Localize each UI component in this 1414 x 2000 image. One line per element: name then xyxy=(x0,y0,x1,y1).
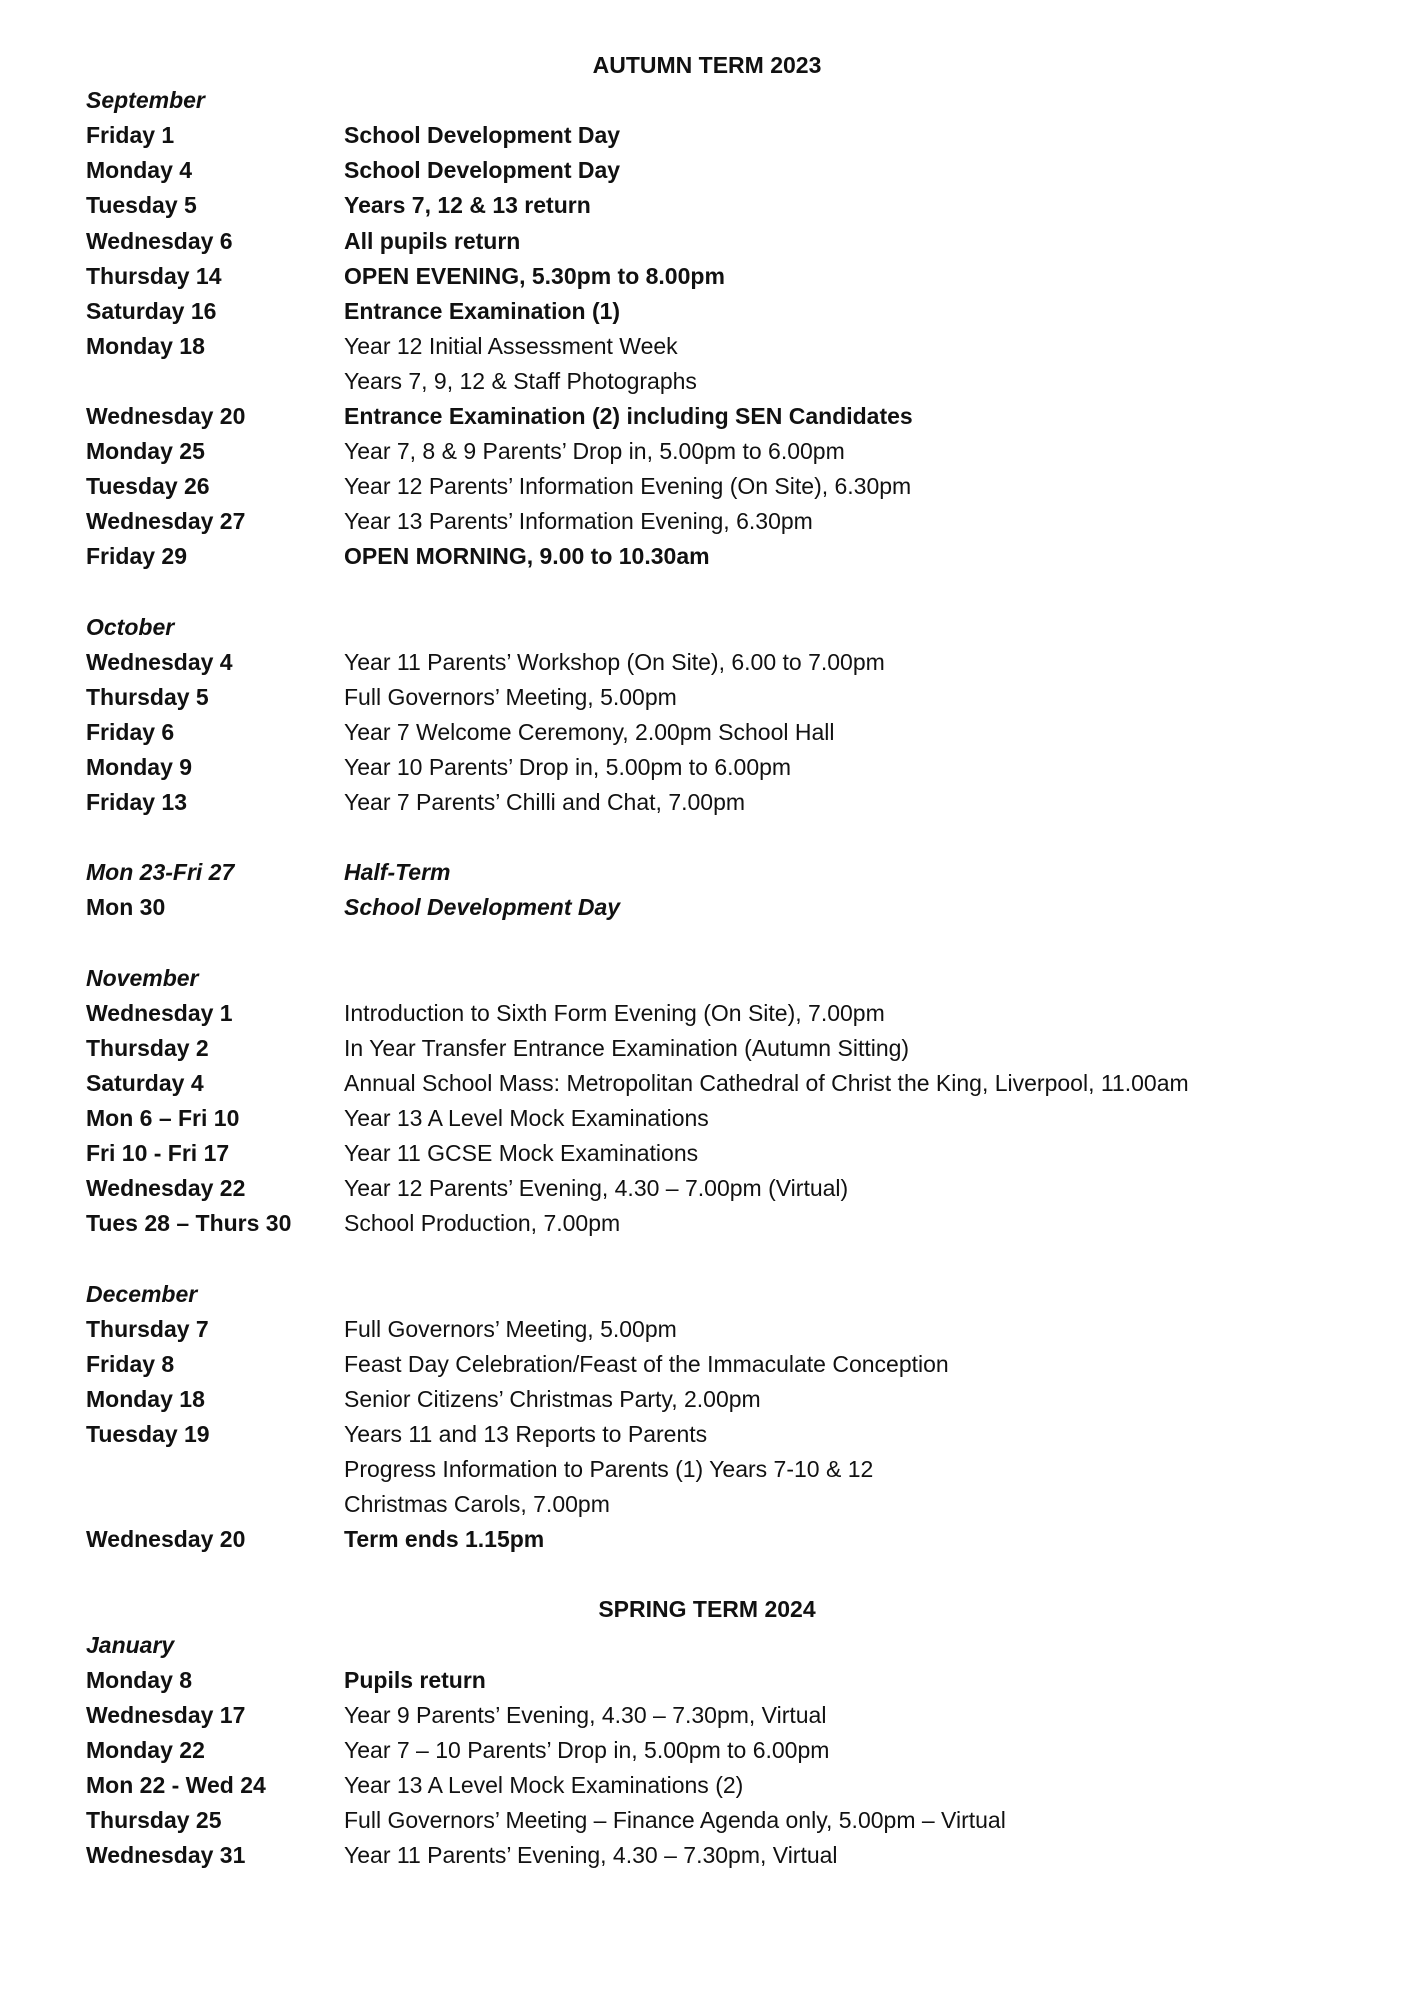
event-date: Thursday 2 xyxy=(86,1035,209,1061)
event-date: Mon 22 - Wed 24 xyxy=(86,1772,266,1798)
event-description: School Development Day xyxy=(344,157,621,183)
calendar-row xyxy=(0,645,1414,680)
month-heading: December xyxy=(86,1281,198,1307)
event-description: Christmas Carols, 7.00pm xyxy=(344,1491,610,1517)
event-date: Monday 22 xyxy=(86,1737,205,1763)
event-date: Thursday 5 xyxy=(86,684,209,710)
event-description: Year 9 Parents’ Evening, 4.30 – 7.30pm, Virtual xyxy=(344,1702,827,1728)
calendar-row xyxy=(0,1382,1414,1417)
event-description: Annual School Mass: Metropolitan Cathedral of Christ the King, Liverpool, 11.00am xyxy=(344,1070,1189,1096)
event-date: Monday 18 xyxy=(86,1386,205,1412)
event-description: Entrance Examination (2) including SEN Candidates xyxy=(344,403,913,429)
event-description: Introduction to Sixth Form Evening (On Site), 7.00pm xyxy=(344,1000,885,1026)
calendar-row xyxy=(0,1206,1414,1241)
calendar-row xyxy=(0,294,1414,329)
calendar-row xyxy=(0,855,1414,890)
calendar-row xyxy=(0,153,1414,188)
calendar-row xyxy=(0,785,1414,820)
calendar-row xyxy=(0,469,1414,504)
calendar-row xyxy=(0,539,1414,574)
calendar-row xyxy=(0,1663,1414,1698)
event-date: Wednesday 17 xyxy=(86,1702,246,1728)
event-date: Saturday 4 xyxy=(86,1070,204,1096)
event-date: Friday 29 xyxy=(86,543,187,569)
event-description: Year 7 – 10 Parents’ Drop in, 5.00pm to 6.00pm xyxy=(344,1737,830,1763)
calendar-row xyxy=(0,434,1414,469)
event-date: Mon 23-Fri 27 xyxy=(86,859,235,885)
event-description: Years 11 and 13 Reports to Parents xyxy=(344,1421,708,1447)
calendar-row xyxy=(0,329,1414,364)
calendar-row xyxy=(0,1101,1414,1136)
term-heading: AUTUMN TERM 2023 xyxy=(592,52,822,78)
calendar-row xyxy=(0,259,1414,294)
event-description: OPEN EVENING, 5.30pm to 8.00pm xyxy=(344,263,725,289)
event-date: Thursday 14 xyxy=(86,263,222,289)
calendar-row xyxy=(0,1733,1414,1768)
term-heading: SPRING TERM 2024 xyxy=(598,1596,816,1622)
calendar-row xyxy=(0,1136,1414,1171)
event-date: Wednesday 20 xyxy=(86,403,246,429)
event-date: Tuesday 26 xyxy=(86,473,210,499)
event-date: Wednesday 4 xyxy=(86,649,233,675)
calendar-row xyxy=(0,680,1414,715)
event-description: Year 7 Parents’ Chilli and Chat, 7.00pm xyxy=(344,789,746,815)
calendar-row xyxy=(0,715,1414,750)
event-description: Year 11 Parents’ Workshop (On Site), 6.00 to 7.00pm xyxy=(344,649,885,675)
calendar-row xyxy=(0,504,1414,539)
calendar-row xyxy=(0,1698,1414,1733)
event-description: Year 10 Parents’ Drop in, 5.00pm to 6.00pm xyxy=(344,754,792,780)
calendar-row xyxy=(0,1066,1414,1101)
calendar-row xyxy=(0,890,1414,925)
event-description: Entrance Examination (1) xyxy=(344,298,621,324)
calendar-row xyxy=(0,996,1414,1031)
event-description: Year 11 GCSE Mock Examinations xyxy=(344,1140,699,1166)
calendar-row xyxy=(0,1312,1414,1347)
event-date: Friday 6 xyxy=(86,719,175,745)
event-date: Friday 8 xyxy=(86,1351,175,1377)
calendar-row xyxy=(0,1768,1414,1803)
event-description: Year 12 Parents’ Evening, 4.30 – 7.00pm (Virtual) xyxy=(344,1175,849,1201)
event-description: Term ends 1.15pm xyxy=(344,1526,545,1552)
event-description: School Development Day xyxy=(344,894,621,920)
month-heading: September xyxy=(86,87,205,113)
event-description: OPEN MORNING, 9.00 to 10.30am xyxy=(344,543,710,569)
event-description: Senior Citizens’ Christmas Party, 2.00pm xyxy=(344,1386,761,1412)
event-date: Monday 4 xyxy=(86,157,193,183)
calendar-row xyxy=(0,1803,1414,1838)
calendar-row xyxy=(0,1487,1414,1522)
event-description: Year 13 A Level Mock Examinations (2) xyxy=(344,1772,744,1798)
event-date: Mon 6 – Fri 10 xyxy=(86,1105,240,1131)
event-date: Saturday 16 xyxy=(86,298,217,324)
event-description: Year 7, 8 & 9 Parents’ Drop in, 5.00pm to 6.00pm xyxy=(344,438,845,464)
event-description: Year 13 Parents’ Information Evening, 6.30pm xyxy=(344,508,813,534)
event-date: Friday 13 xyxy=(86,789,187,815)
event-date: Wednesday 6 xyxy=(86,228,233,254)
calendar-row xyxy=(0,188,1414,223)
event-date: Wednesday 1 xyxy=(86,1000,233,1026)
event-description: Pupils return xyxy=(344,1667,486,1693)
calendar-row xyxy=(0,224,1414,259)
month-heading: October xyxy=(86,614,175,640)
calendar-row xyxy=(0,1838,1414,1873)
event-description: Years 7, 12 & 13 return xyxy=(344,192,591,218)
event-date: Thursday 25 xyxy=(86,1807,222,1833)
event-description: In Year Transfer Entrance Examination (Autumn Sitting) xyxy=(344,1035,910,1061)
event-date: Wednesday 31 xyxy=(86,1842,246,1868)
event-description: Years 7, 9, 12 & Staff Photographs xyxy=(344,368,697,394)
event-description: Full Governors’ Meeting, 5.00pm xyxy=(344,684,677,710)
event-date: Monday 8 xyxy=(86,1667,193,1693)
calendar-row xyxy=(0,1417,1414,1452)
calendar-row xyxy=(0,1522,1414,1557)
event-date: Wednesday 22 xyxy=(86,1175,246,1201)
event-date: Monday 25 xyxy=(86,438,205,464)
calendar-row xyxy=(0,1452,1414,1487)
event-description: Year 13 A Level Mock Examinations xyxy=(344,1105,709,1131)
event-date: Tuesday 19 xyxy=(86,1421,210,1447)
event-date: Thursday 7 xyxy=(86,1316,209,1342)
event-description: Feast Day Celebration/Feast of the Immaculate Conception xyxy=(344,1351,949,1377)
event-date: Tues 28 – Thurs 30 xyxy=(86,1210,292,1236)
event-description: Full Governors’ Meeting, 5.00pm xyxy=(344,1316,677,1342)
calendar-row xyxy=(0,364,1414,399)
event-date: Tuesday 5 xyxy=(86,192,197,218)
event-description: Year 12 Initial Assessment Week xyxy=(344,333,678,359)
calendar-row xyxy=(0,118,1414,153)
event-date: Wednesday 27 xyxy=(86,508,246,534)
calendar-row xyxy=(0,399,1414,434)
calendar-row xyxy=(0,750,1414,785)
event-date: Wednesday 20 xyxy=(86,1526,246,1552)
event-date: Mon 30 xyxy=(86,894,166,920)
event-date: Monday 9 xyxy=(86,754,193,780)
calendar-row xyxy=(0,1031,1414,1066)
month-heading: November xyxy=(86,965,199,991)
event-description: Year 12 Parents’ Information Evening (On Site), 6.30pm xyxy=(344,473,912,499)
calendar-row xyxy=(0,1347,1414,1382)
event-date: Monday 18 xyxy=(86,333,205,359)
month-heading: January xyxy=(86,1632,175,1658)
event-date: Friday 1 xyxy=(86,122,175,148)
event-description: Progress Information to Parents (1) Years 7-10 & 12 xyxy=(344,1456,874,1482)
event-date: Fri 10 - Fri 17 xyxy=(86,1140,230,1166)
event-description: Half-Term xyxy=(344,859,451,885)
event-description: School Development Day xyxy=(344,122,621,148)
event-description: School Production, 7.00pm xyxy=(344,1210,621,1236)
event-description: Year 11 Parents’ Evening, 4.30 – 7.30pm, Virtual xyxy=(344,1842,838,1868)
event-description: Full Governors’ Meeting – Finance Agenda only, 5.00pm – Virtual xyxy=(344,1807,1006,1833)
event-description: All pupils return xyxy=(344,228,521,254)
calendar-row xyxy=(0,1171,1414,1206)
event-description: Year 7 Welcome Ceremony, 2.00pm School Hall xyxy=(344,719,835,745)
